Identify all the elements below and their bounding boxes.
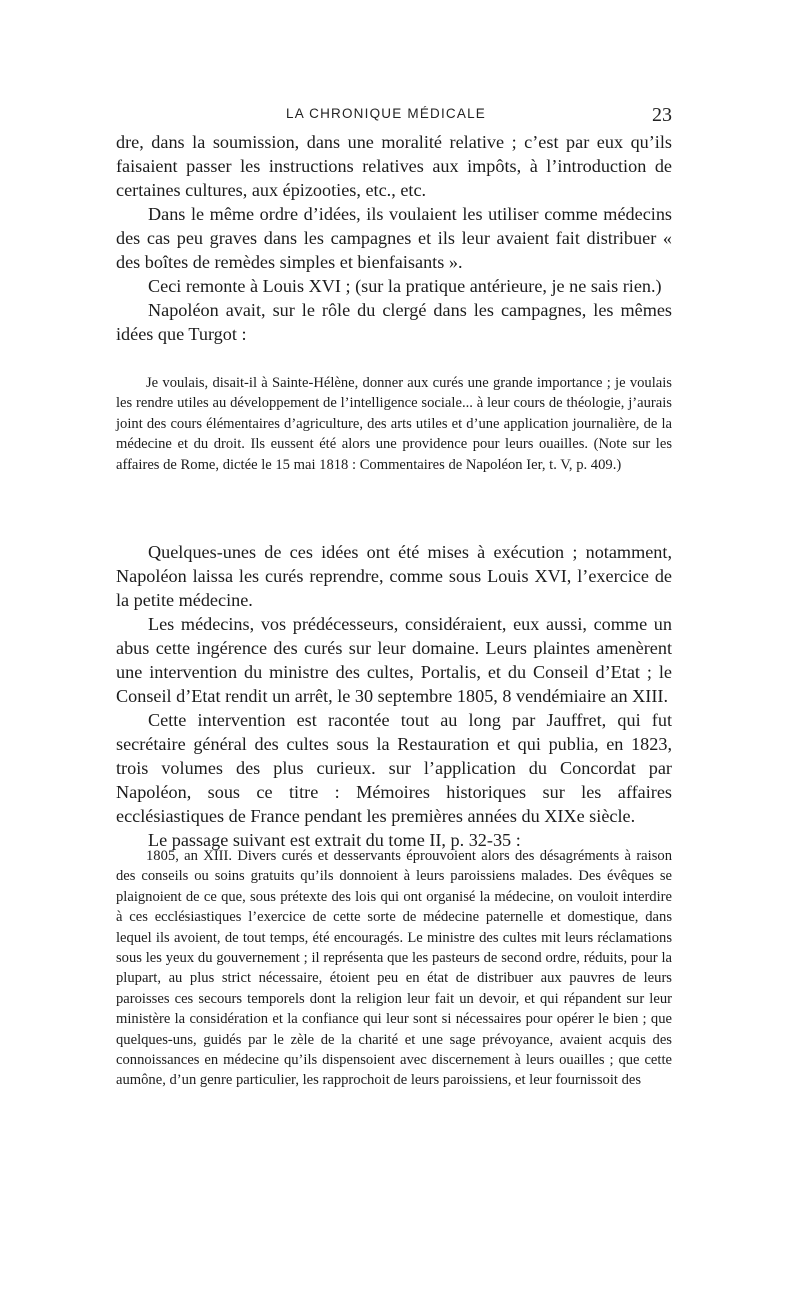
paragraph: Ceci remonte à Louis XVI ; (sur la pratique antérieure, je ne sais rien.)	[148, 276, 662, 296]
paragraph: Napoléon avait, sur le rôle du clergé dans les campagnes, les mêmes idées que Turgot :	[116, 300, 672, 344]
page-number: 23	[652, 104, 672, 126]
quote-paragraph: 1805, an XIII. Divers curés et desservants éprouvoient alors des désagréments à raison des conseils ou soins gratuits qu’ils donnoient à leurs paroissiens malades. Des évêques se plaignoient de ce que, sous prétexte des lois qui ont organisé la médecine, on vouloit interdire à ces ecclésiastiques l’exercice de cette sorte de médecine paternelle et domestique, dans lequel ils avoient, de tout temps, été encouragés. Le ministre des cultes mit leurs réclamations sous les yeux du gouvernement ; il représenta que les pasteurs de second ordre, réduits, pour la plupart, au plus strict nécessaire, étoient peu en état de distribuer aux pauvres de leurs paroisses ces secours temporels dont la religion leur fait un devoir, et qui répandent sur leur ministère la considération et la confiance qui leur sont si nécessaires pour opérer le bien ; que quelques-uns, guidés par le zèle de la charité et une sage prévoyance, avaient acquis des connoissances en médecine qu’ils dispensoient avec discernement à leurs ouailles ; que cette aumône, d’un genre particulier, les rapprochoit de leurs paroissiens, et leur fournissoit des	[116, 848, 672, 1089]
paragraph: Quelques-unes de ces idées ont été mises à exécution ; notamment, Napoléon laissa les curés reprendre, comme sous Louis XVI, l’exercice de la petite médecine.	[116, 542, 672, 610]
body-block-1	[116, 130, 672, 346]
paragraph: dre, dans la soumission, dans une moralité relative ; c’est par eux qu’ils faisaient passer les instructions relatives aux impôts, à l’introduction de certaines cultures, aux épizooties, etc., etc.	[116, 132, 672, 200]
paragraph: Dans le même ordre d’idées, ils voulaient les utiliser comme médecins des cas peu graves dans les campagnes et ils leur avaient fait distribuer « des boîtes de remèdes simples et bienfaisants ».	[116, 204, 672, 272]
paragraph: Le passage suivant est extrait du tome II, p. 32-35 :	[148, 830, 521, 850]
paragraph: Les médecins, vos prédécesseurs, considéraient, eux aussi, comme un abus cette ingérence des curés sur leur domaine. Leurs plaintes amenèrent une intervention du ministre des cultes, Portalis, et du Conseil d’Etat ; le Conseil d’Etat rendit un arrêt, le 30 septembre 1805, 8 vendémiaire an XIII.	[116, 614, 672, 706]
running-title: LA CHRONIQUE MÉDICALE	[286, 106, 486, 121]
paragraph: Cette intervention est racontée tout au long par Jauffret, qui fut secrétaire général des cultes sous la Restauration et qui publia, en 1823, trois volumes des plus curieux. sur l’application du Concordat par Napoléon, sous ce titre : Mémoires historiques sur les affaires ecclésiastiques de France pendant les premières années du XIXe siècle.	[116, 710, 672, 826]
quotation-jauffret	[116, 846, 672, 1091]
body-block-2	[116, 540, 672, 852]
quotation-napoleon	[116, 373, 672, 475]
quote-paragraph: Je voulais, disait-il à Sainte-Hélène, donner aux curés une grande importance ; je voulais les rendre utiles au développement de l’intelligence sociale... à leur cours de théologie, j’aurais joint des cours élémentaires d’agriculture, des arts utiles et d’une application journalière, de la médecine et du droit. Ils eussent été alors une providence pour leurs ouailles. (Note sur les affaires de Rome, dictée le 15 mai 1818 : Commentaires de Napoléon Ier, t. V, p. 409.)	[116, 375, 672, 473]
running-header	[116, 104, 672, 130]
